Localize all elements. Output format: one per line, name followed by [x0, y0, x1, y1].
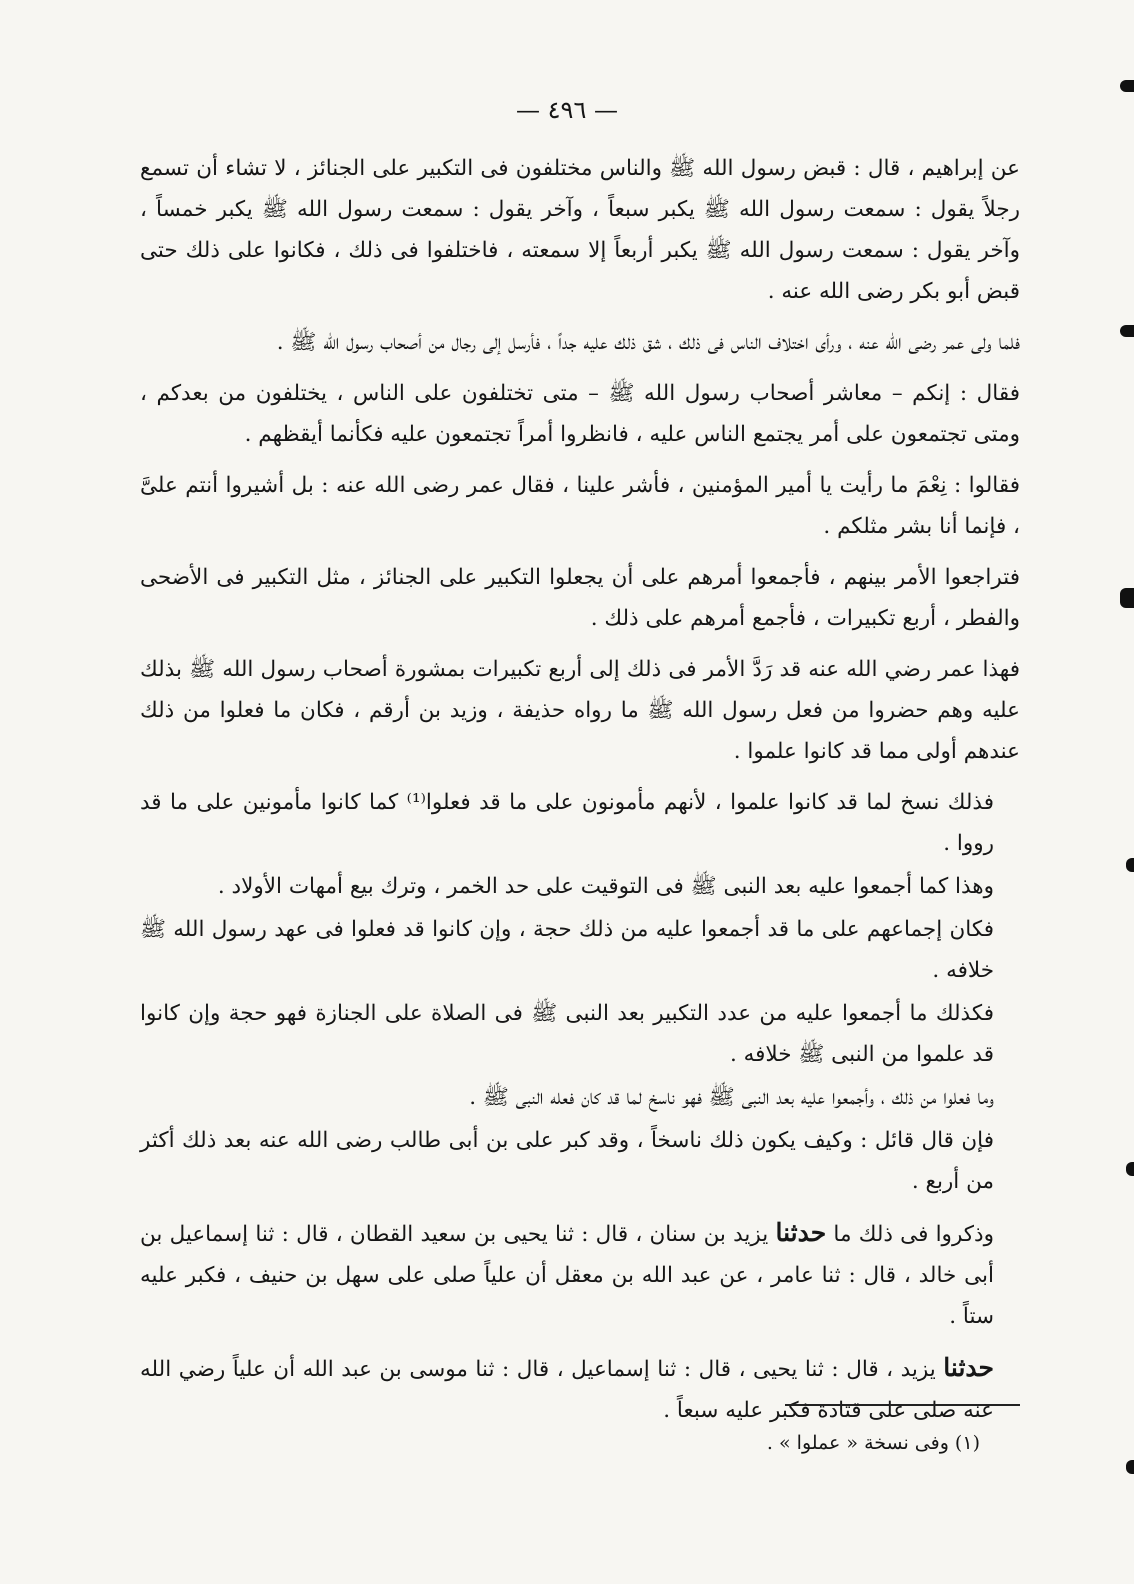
footnote: (١) وفى نسخة « عملوا » .	[766, 1432, 980, 1454]
scan-edge-mark	[1126, 1460, 1134, 1474]
paragraph: وما فعلوا من ذلك ، وأجمعوا عليه بعد النبى ﷺ فهو ناسخ لما قد كان فعله النبى ﷺ .	[469, 1085, 994, 1110]
hadith-chain: يزيد بن سنان ، قال : ثنا يحيى بن سعيد القطان ، قال : ثنا إسماعيل بن أبى خالد ، قال : ثنا عامر ، عن عبد الله بن معقل أن علياً صلى على سهل بن حنيف ، فكبر عليه ستاً .	[140, 1222, 994, 1329]
paragraph: فكان إجماعهم على ما قد أجمعوا عليه من ذلك حجة ، وإن كانوا قد فعلوا فى عهد رسول الله ﷺ خلافه .	[140, 917, 994, 983]
footnote-divider	[785, 1404, 1020, 1406]
paragraph: فهذا عمر رضي الله عنه قد رَدَّ الأمر فى ذلك إلى أربع تكبيرات بمشورة أصحاب رسول الله ﷺ بذلك عليه وهم حضروا من فعل رسول الله ﷺ ما رواه حذيفة ، وزيد بن أرقم ، فكان ما فعلوا من ذلك عندهم أولى مما قد كانوا علموا .	[140, 657, 1020, 764]
paragraph: فلما ولى عمر رضى الله عنه ، ورأى اختلاف الناس فى ذلك ، شق ذلك عليه جداً ، فأرسل إلى رجال من أصحاب رسول الله ﷺ .	[276, 330, 1020, 355]
scan-edge-mark	[1126, 858, 1134, 872]
paragraph: فقالوا : نِعْمَ ما رأيت يا أمير المؤمنين ، فأشر علينا ، فقال عمر رضى الله عنه : بل أشيروا أنتم علىَّ ، فإنما أنا بشر مثلكم .	[140, 473, 1020, 539]
paragraph: وهذا كما أجمعوا عليه بعد النبى ﷺ فى التوقيت على حد الخمر ، وترك بيع أمهات الأولاد .	[217, 874, 994, 899]
main-text	[140, 148, 1020, 1441]
hadith-keyword: حدثنا	[943, 1353, 994, 1382]
scan-edge-mark	[1120, 588, 1134, 608]
hadith-chain: يزيد ، قال : ثنا يحيى ، قال : ثنا إسماعيل ، قال : ثنا موسى بن عبد الله أن علياً رضي الله عنه صلى على قتادة فكبر عليه سبعاً .	[140, 1357, 994, 1423]
paragraph: فكذلك ما أجمعوا عليه من عدد التكبير بعد النبى ﷺ فى الصلاة على الجنازة فهو حجة وإن كانوا قد علموا من النبى ﷺ خلافه .	[140, 1001, 994, 1067]
paragraph: فتراجعوا الأمر بينهم ، فأجمعوا أمرهم على أن يجعلوا التكبير على الجنائز ، مثل التكبير فى الأضحى والفطر ، أربع تكبيرات ، فأجمع أمرهم على ذلك .	[140, 565, 1020, 631]
paragraph: فذلك نسخ لما قد كانوا علموا ، لأنهم مأمونون على ما قد فعلوا⁽¹⁾ كما كانوا مأمونين على ما قد رووا .	[140, 790, 994, 856]
page-number: — ٤٩٦ —	[516, 96, 618, 124]
hadith-paragraph	[140, 1347, 1020, 1431]
hadith-paragraph	[140, 1212, 1020, 1337]
scan-edge-mark	[1126, 1162, 1134, 1176]
hadith-intro: وذكروا فى ذلك ما	[826, 1222, 994, 1247]
scan-edge-mark	[1120, 80, 1134, 92]
scan-edge-mark	[1120, 325, 1134, 337]
paragraph: فقال : إنكم – معاشر أصحاب رسول الله ﷺ – متى تختلفون على الناس ، يختلفون من بعدكم ، ومتى تجتمعون على أمر يجتمع الناس عليه ، فانظروا أمراً تجتمعون عليه فكأنما أيقظهم .	[140, 381, 1020, 447]
paragraph: فإن قال قائل : وكيف يكون ذلك ناسخاً ، وقد كبر على بن أبى طالب رضى الله عنه بعد ذلك أكثر من أربع .	[140, 1128, 994, 1194]
hadith-keyword: حدثنا	[775, 1218, 827, 1247]
paragraph: عن إبراهيم ، قال : قبض رسول الله ﷺ والناس مختلفون فى التكبير على الجنائز ، لا تشاء أن تسمع رجلاً يقول : سمعت رسول الله ﷺ يكبر سبعاً ، وآخر يقول : سمعت رسول الله ﷺ يكبر خمساً ، وآخر يقول : سمعت رسول الله ﷺ يكبر أربعاً إلا سمعته ، فاختلفوا فى ذلك ، فكانوا على ذلك حتى قبض أبو بكر رضى الله عنه .	[140, 156, 1020, 304]
